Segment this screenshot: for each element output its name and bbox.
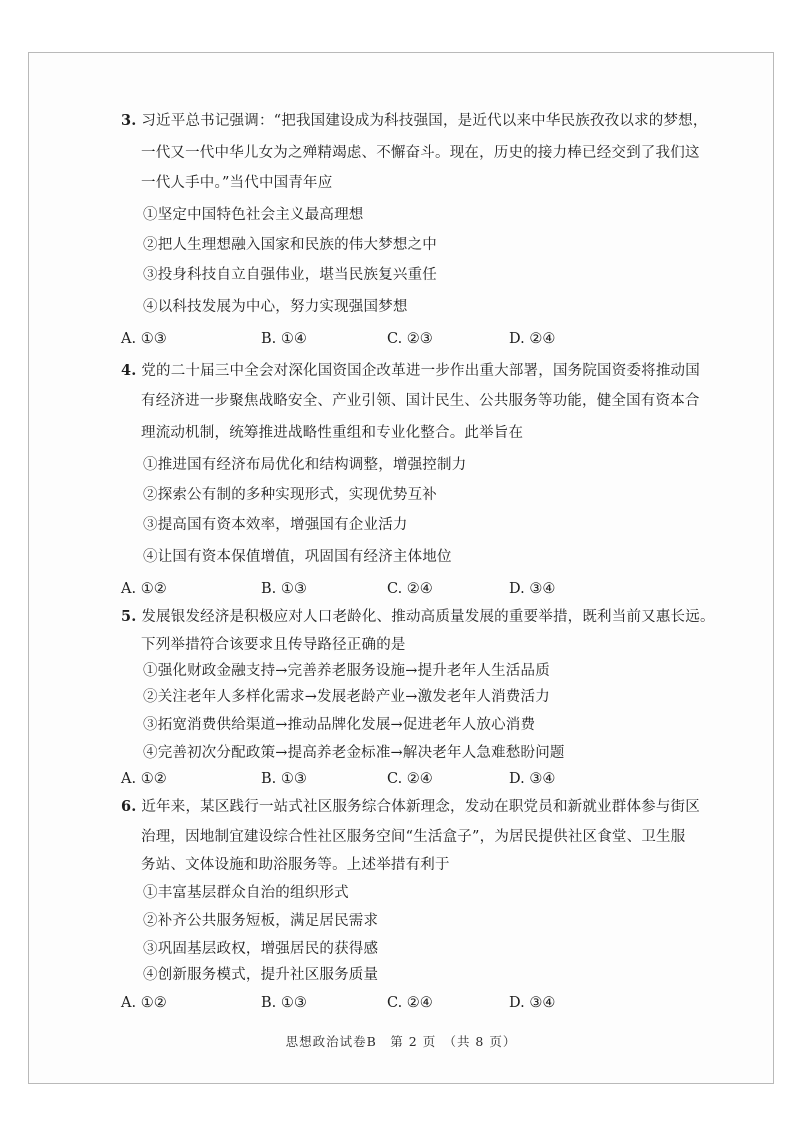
question-5-option-2: ②关注老年人多样化需求→发展老龄产业→激发老年人消费活力	[143, 689, 550, 705]
question-3-choice-b: B. ①④	[261, 331, 307, 347]
question-3-choice-a: A. ①③	[121, 331, 167, 347]
question-4-stem-text-1: 党的二十届三中全会对深化国资国企改革进一步作出重大部署，国务院国资委将推动国	[141, 363, 700, 379]
question-4-choice-a: A. ①②	[121, 581, 167, 597]
page-footer: 思想政治试卷B 第 2 页 （共 8 页）	[285, 1034, 517, 1049]
question-6-option-2: ②补齐公共服务短板，满足居民需求	[143, 913, 379, 929]
question-5-choice-d: D. ③④	[509, 771, 556, 787]
question-4-choice-c: C. ②④	[387, 581, 433, 597]
question-5-stem-text-1: 发展银发经济是积极应对人口老龄化、推动高质量发展的重要举措，既利当前又惠长远。	[141, 609, 715, 625]
question-4-option-2: ②探索公有制的多种实现形式，实现优势互补	[143, 487, 437, 503]
question-5-choice-c: C. ②④	[387, 771, 433, 787]
question-5-option-4: ④完善初次分配政策→提高养老金标准→解决老年人急难愁盼问题	[143, 745, 565, 761]
question-3-stem-line-1	[121, 111, 708, 131]
question-3-stem-line-2: 一代又一代中华儿女为之殚精竭虑、不懈奋斗。现在，历史的接力棒已经交到了我们这	[141, 145, 700, 161]
exam-page	[28, 52, 774, 1084]
question-3-choice-d: D. ②④	[509, 331, 556, 347]
question-5-number: 5.	[121, 608, 137, 625]
question-5-stem-line-2: 下列举措符合该要求且传导路径正确的是	[141, 637, 406, 653]
question-4-stem-line-1	[121, 361, 700, 381]
question-5-stem-line-1	[121, 607, 715, 627]
question-6-stem-line-2: 治理，因地制宜建设综合性社区服务空间“生活盒子”，为居民提供社区食堂、卫生服	[141, 829, 686, 845]
question-6-option-4: ④创新服务模式，提升社区服务质量	[143, 967, 379, 983]
question-3-option-3: ③投身科技自立自强伟业，堪当民族复兴重任	[143, 267, 437, 283]
question-3-option-4: ④以科技发展为中心，努力实现强国梦想	[143, 299, 408, 315]
question-5-choice-b: B. ①③	[261, 771, 307, 787]
question-6-choice-c: C. ②④	[387, 995, 433, 1011]
question-6-option-1: ①丰富基层群众自治的组织形式	[143, 885, 349, 901]
question-6-stem-line-1	[121, 797, 700, 817]
question-3-choice-c: C. ②③	[387, 331, 433, 347]
question-5-choice-a: A. ①②	[121, 771, 167, 787]
question-3-option-2: ②把人生理想融入国家和民族的伟大梦想之中	[143, 237, 437, 253]
question-3-number: 3.	[121, 112, 137, 129]
question-5-choices	[121, 769, 681, 789]
question-4-stem-line-2: 有经济进一步聚焦战略安全、产业引领、国计民生、公共服务等功能，健全国有资本合	[141, 393, 700, 409]
question-5-option-1: ①强化财政金融支持→完善养老服务设施→提升老年人生活品质	[143, 663, 550, 679]
question-4-option-4: ④让国有资本保值增值，巩固国有经济主体地位	[143, 549, 452, 565]
question-6-option-3: ③巩固基层政权，增强居民的获得感	[143, 941, 379, 957]
question-3-stem-line-3: 一代人手中。”当代中国青年应	[141, 175, 333, 191]
question-6-choice-a: A. ①②	[121, 995, 167, 1011]
question-6-choice-b: B. ①③	[261, 995, 307, 1011]
question-3-option-1: ①坚定中国特色社会主义最高理想	[143, 207, 364, 223]
question-4-choices	[121, 579, 681, 599]
page-content	[29, 53, 773, 1083]
question-6-number: 6.	[121, 798, 137, 815]
question-6-choice-d: D. ③④	[509, 995, 556, 1011]
question-4-choice-b: B. ①③	[261, 581, 307, 597]
question-6-stem-text-1: 近年来，某区践行一站式社区服务综合体新理念，发动在职党员和新就业群体参与街区	[141, 799, 700, 815]
question-4-stem-line-3: 理流动机制，统筹推进战略性重组和专业化整合。此举旨在	[141, 425, 524, 441]
question-4-option-1: ①推进国有经济布局优化和结构调整，增强控制力	[143, 457, 467, 473]
question-3-stem-text-1: 习近平总书记强调：“把我国建设成为科技强国，是近代以来中华民族孜孜以求的梦想，	[141, 113, 708, 129]
question-5-option-3: ③拓宽消费供给渠道→推动品牌化发展→促进老年人放心消费	[143, 717, 536, 733]
question-6-stem-line-3: 务站、文体设施和助浴服务等。上述举措有利于	[141, 857, 450, 873]
question-4-number: 4.	[121, 362, 137, 379]
question-4-option-3: ③提高国有资本效率，增强国有企业活力	[143, 517, 408, 533]
question-6-choices	[121, 993, 681, 1013]
question-3-choices	[121, 329, 681, 349]
question-4-choice-d: D. ③④	[509, 581, 556, 597]
